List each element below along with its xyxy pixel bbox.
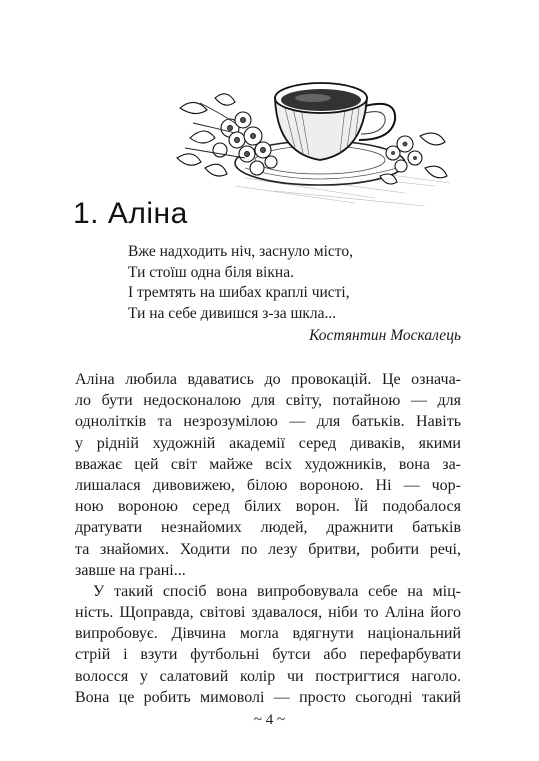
epigraph-author: Костянтин Москалець xyxy=(309,327,461,344)
text-line: ло бути недосконалою для світу, потайною — для xyxy=(75,392,461,410)
text-line: завше на грані... xyxy=(75,561,186,579)
chapter-title: 1. Аліна xyxy=(73,197,188,230)
text-line: однолітків та незрозумілою — для батьків. Навіть xyxy=(75,413,461,431)
epigraph xyxy=(128,242,461,347)
teacup-illustration xyxy=(175,58,455,208)
text-line: та знайомих. Ходити по лезу бритви, робити речі, xyxy=(75,540,461,558)
text-line: У такий спосіб вона випробовувала себе на міц- xyxy=(93,582,461,600)
body-text xyxy=(75,369,461,708)
text-line: ною вороною серед білих ворон. Їй подобалося xyxy=(75,498,461,516)
text-line: вважає цей світ майже всіх художників, вона за- xyxy=(75,455,461,473)
text-line: лишалася дивовижею, білою вороною. Ні — чор- xyxy=(75,476,461,494)
text-line: дратувати незнайомих людей, дражнити батьків xyxy=(75,519,461,537)
text-line: ність. Щоправда, світові здавалося, ніби то Аліна його xyxy=(75,604,461,622)
epigraph-line: Ти на себе дивишся з-за шкла... xyxy=(128,304,337,322)
page-number: ~ 4 ~ xyxy=(253,712,286,728)
text-line: стрій і взути футбольні бутси або перефарбувати xyxy=(75,646,461,664)
text-line: волосся у салатовий колір чи постригтися наголо. xyxy=(75,667,461,685)
epigraph-line: І тремтять на шибах краплі чисті, xyxy=(128,284,350,301)
text-line: Аліна любила вдаватись до провокацій. Це означа- xyxy=(75,371,461,388)
text-line: випробовує. Дівчина могла вдягнути національний xyxy=(75,625,461,643)
text-line: у рідній художній академії серед диваків, якими xyxy=(75,434,461,452)
text-line: Вона це робить мимоволі — просто сьогодні такий xyxy=(75,688,461,706)
epigraph-line: Ти стоїш одна біля вікна. xyxy=(128,263,294,281)
epigraph-line: Вже надходить ніч, заснуло місто, xyxy=(128,243,353,260)
